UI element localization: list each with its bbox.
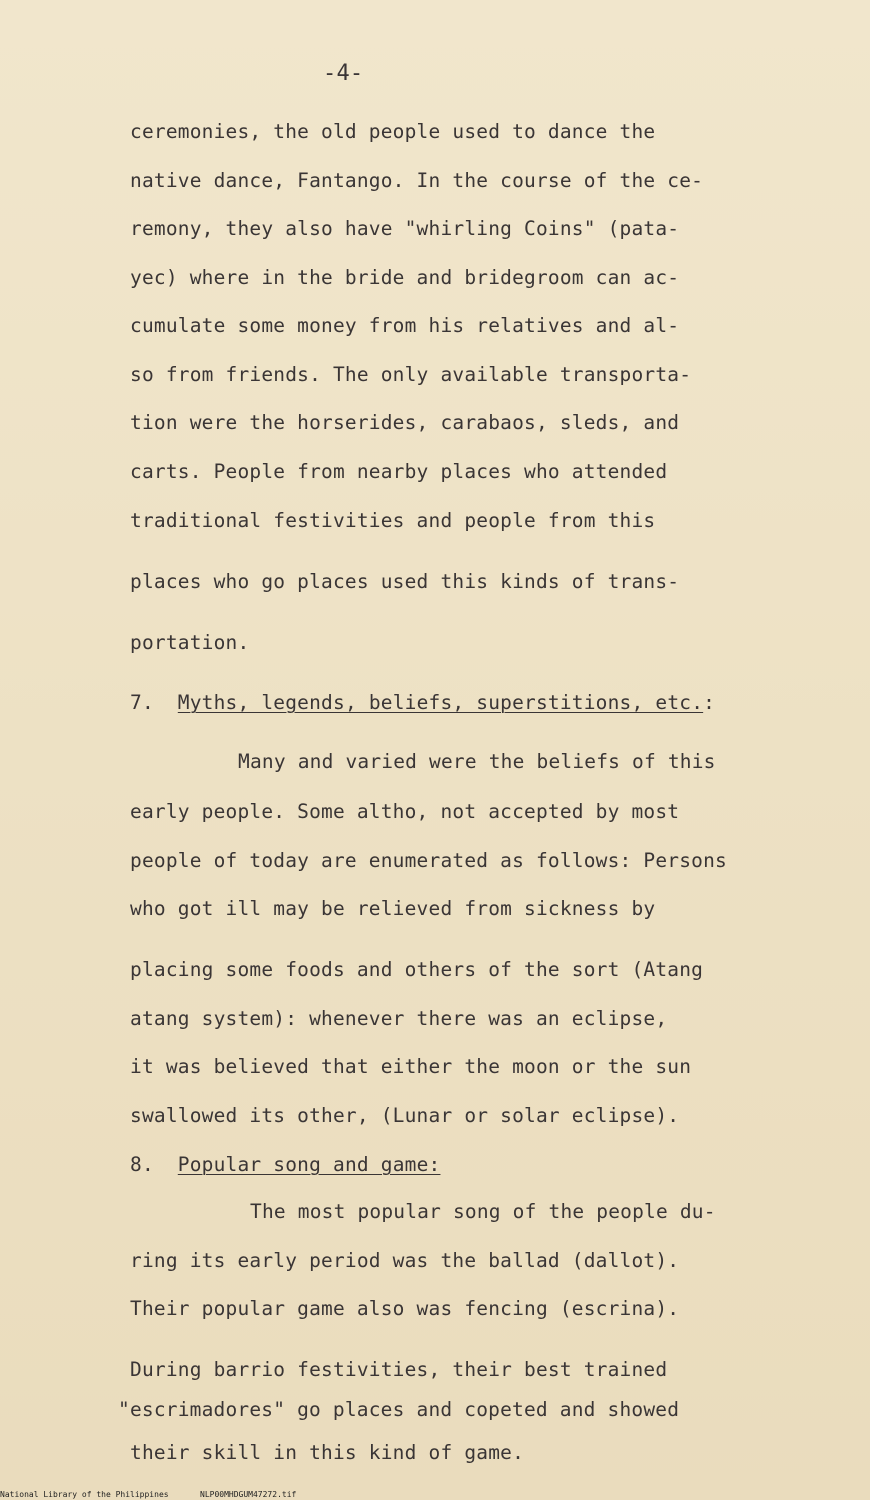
section-title: Myths, legends, beliefs, superstitions, etc. bbox=[177, 691, 704, 714]
text-line: remony, they also have "whirling Coins" (pata- bbox=[130, 217, 680, 240]
section-number: 7. bbox=[130, 691, 154, 714]
text-line: carts. People from nearby places who attended bbox=[130, 460, 668, 483]
text-line: Many and varied were the beliefs of this bbox=[238, 750, 716, 773]
text-line: "escrimadores" go places and copeted and showed bbox=[118, 1398, 680, 1421]
section-7-heading bbox=[130, 691, 715, 715]
section-title: Popular song and game: bbox=[177, 1153, 441, 1176]
section-8-heading bbox=[130, 1153, 440, 1177]
text-line: places who go places used this kinds of trans- bbox=[130, 570, 680, 593]
text-line: their skill in this kind of game. bbox=[130, 1441, 525, 1464]
text-line: who got ill may be relieved from sickness by bbox=[130, 897, 656, 920]
text-line: swallowed its other, (Lunar or solar eclipse). bbox=[130, 1104, 680, 1127]
text-line: During barrio festivities, their best trained bbox=[130, 1358, 668, 1381]
text-line: so from friends. The only available transporta- bbox=[130, 363, 692, 386]
text-line: ceremonies, the old people used to dance the bbox=[130, 120, 656, 143]
text-line: it was believed that either the moon or the sun bbox=[130, 1055, 692, 1078]
text-line: cumulate some money from his relatives and al- bbox=[130, 314, 680, 337]
page-number: -4- bbox=[323, 61, 364, 86]
text-line: people of today are enumerated as follows: Persons bbox=[130, 849, 727, 872]
text-line: early people. Some altho, not accepted by most bbox=[130, 800, 680, 823]
text-line: tion were the horserides, carabaos, sleds, and bbox=[130, 411, 680, 434]
text-line: Their popular game also was fencing (escrina). bbox=[130, 1297, 680, 1320]
library-credit: National Library of the Philippines bbox=[0, 1490, 169, 1499]
section-number: 8. bbox=[130, 1153, 154, 1176]
text-line: traditional festivities and people from this bbox=[130, 509, 656, 532]
text-line: ring its early period was the ballad (dallot). bbox=[130, 1249, 680, 1272]
text-line: yec) where in the bride and bridegroom can ac- bbox=[130, 266, 680, 289]
heading-colon: : bbox=[703, 691, 716, 714]
text-line: atang system): whenever there was an eclipse, bbox=[130, 1007, 668, 1030]
text-line: The most popular song of the people du- bbox=[250, 1200, 716, 1223]
text-line: placing some foods and others of the sort (Atang bbox=[130, 958, 704, 981]
file-id: NLP00MHDGUM47272.tif bbox=[200, 1490, 297, 1499]
text-line: native dance, Fantango. In the course of the ce- bbox=[130, 169, 704, 192]
text-line: portation. bbox=[130, 631, 250, 654]
